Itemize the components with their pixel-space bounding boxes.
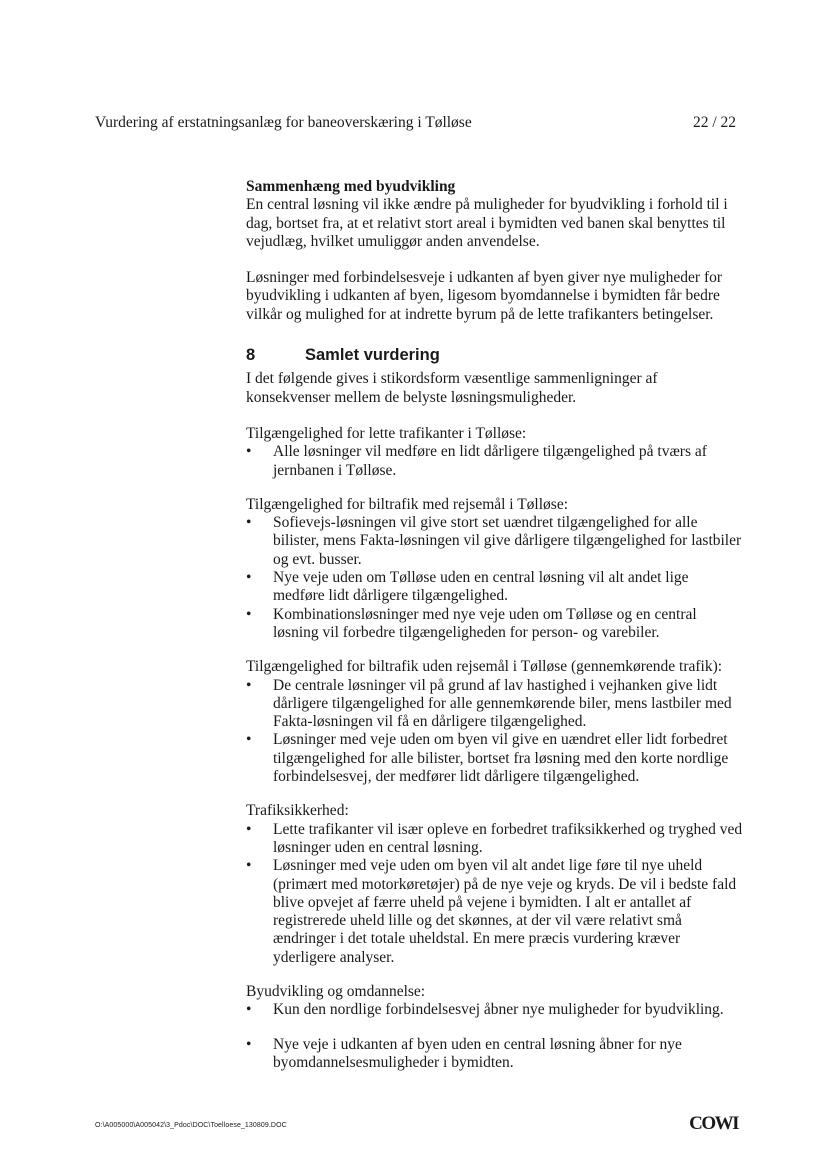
bullet-list xyxy=(246,677,744,787)
list-item: • Lette trafikanter vil især opleve en forbedret trafiksikkerhed og tryghed ved løsninger uden en central løsning. xyxy=(246,820,743,856)
paragraph: Løsninger med forbindelsesveje i udkanten af byen giver nye muligheder for byudvikling i udkanten af byen, ligesom byomdannelse i bymidten får bedre vilkår og mulighed for at indrette byrum på de lette trafikanters betingelser. xyxy=(246,269,723,323)
paragraph: I det følgende gives i stikordsform væsentlige sammenligninger af konsekvenser mellem de belyste løsningsmuligheder. xyxy=(246,370,658,406)
group-title: Tilgængelighed for lette trafikanter i Tølløse: xyxy=(246,424,527,442)
group-title: Tilgængelighed for biltrafik med rejsemål i Tølløse: xyxy=(246,495,569,513)
group-title: Trafiksikkerhed: xyxy=(246,802,349,820)
list-item: • De centrale løsninger vil på grund af lav hastighed i vejhanken give lidt dårligere tilgængelighed for alle gennemkørende biler, mens lastbiler med Fakta-løsningen vil få en dårligere tilgængelighed. xyxy=(246,676,732,731)
paragraph: En central løsning vil ikke ændre på muligheder for byudvikling i forhold til i dag, bortset fra, at et relativt stort areal i bymidten ved banen skal benyttes til vejudlæg, hvilket umuliggør anden anvendelse. xyxy=(246,196,728,250)
section-title: Samlet vurdering xyxy=(305,346,440,365)
bullet-icon: • xyxy=(246,1035,252,1053)
cowi-logo: COWI xyxy=(689,1113,738,1134)
footer-file-path: O:\A005000\A005042\3_Pdoc\DOC\Toelloese_130809.DOC xyxy=(95,1122,287,1129)
list-item: • Nye veje i udkanten af byen uden en central løsning åbner for nye byomdannelsesmuligheder i bymidten. xyxy=(246,1035,682,1071)
list-item: • Sofievejs-løsningen vil give stort set uændret tilgængelighed for alle bilister, mens Fakta-løsningen vil give dårligere tilgængelighed for lastbiler og evt. busser. xyxy=(246,514,742,568)
bullet-icon: • xyxy=(246,676,252,694)
list-item: • Løsninger med veje uden om byen vil give en uændret eller lidt forbedret tilgængelighed for alle bilister, bortset fra løsning med den korte nordlige forbindelsesvej, der medfører lidt dårligere tilgængelighed. xyxy=(246,731,729,786)
running-header-title: Vurdering af erstatningsanlæg for baneoverskæring i Tølløse xyxy=(95,114,472,131)
list-item: • Alle løsninger vil medføre en lidt dårligere tilgængelighed på tværs af jernbanen i Tølløse. xyxy=(246,443,707,479)
section-heading xyxy=(246,346,744,364)
bullet-icon: • xyxy=(246,1001,252,1019)
bullet-icon: • xyxy=(246,731,252,749)
group-title: Byudvikling og omdannelse: xyxy=(246,982,426,1000)
bullet-list xyxy=(246,821,744,967)
bullet-icon: • xyxy=(246,569,252,587)
main-content xyxy=(246,178,744,1072)
bullet-list xyxy=(246,514,744,642)
bullet-icon: • xyxy=(246,820,252,838)
list-item: • Kun den nordlige forbindelsesvej åbner nye muligheder for byudvikling. xyxy=(246,1001,724,1019)
bullet-list xyxy=(246,443,744,480)
list-item: • Løsninger med veje uden om byen vil alt andet lige føre til nye uheld (primært med motorkøretøjer) på de nye veje og kryds. De vil i bedste fald blive opvejet af færre uheld på vejene i bymidten. I alt er antallet af registrerede uheld lille og det skønnes, at der vil være relativt små ændringer i det totale uheldstal. En mere præcis vurdering kræver yderligere analyser. xyxy=(246,857,737,966)
bullet-icon: • xyxy=(246,605,252,623)
bullet-icon: • xyxy=(246,857,252,875)
bullet-icon: • xyxy=(246,443,252,461)
list-item: • Nye veje uden om Tølløse uden en central løsning vil alt andet lige medføre lidt dårligere tilgængelighed. xyxy=(246,569,689,605)
bullet-list xyxy=(246,1001,744,1072)
bullet-icon: • xyxy=(246,514,252,532)
section-number: 8 xyxy=(246,346,256,365)
group-title: Tilgængelighed for biltrafik uden rejsemål i Tølløse (gennemkørende trafik): xyxy=(246,658,723,676)
subheading-byudvikling: Sammenhæng med byudvikling xyxy=(246,178,456,195)
page-number: 22 / 22 xyxy=(692,114,736,131)
list-item: • Kombinationsløsninger med nye veje uden om Tølløse og en central løsning vil forbedre tilgængeligheden for person- og varebiler. xyxy=(246,605,697,641)
